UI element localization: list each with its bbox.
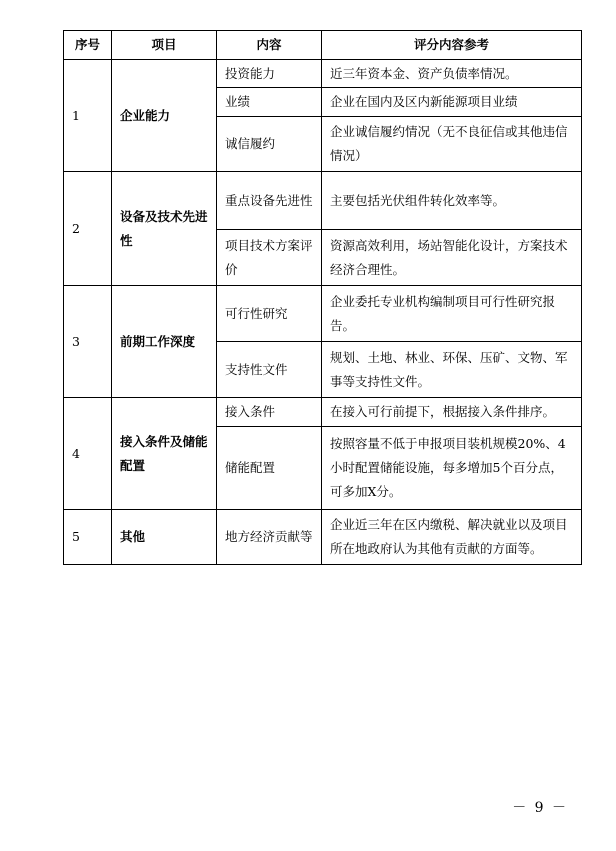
row-item: 前期工作深度 xyxy=(112,286,217,398)
evaluation-table xyxy=(63,30,582,565)
row-content: 地方经济贡献等 xyxy=(217,510,322,565)
row-item: 设备及技术先进性 xyxy=(112,172,217,286)
row-content: 项目技术方案评价 xyxy=(217,230,322,286)
row-number: 5 xyxy=(64,510,112,565)
row-number: 2 xyxy=(64,172,112,286)
row-content: 可行性研究 xyxy=(217,286,322,342)
table-row xyxy=(64,60,582,88)
row-content: 业绩 xyxy=(217,88,322,117)
row-content: 储能配置 xyxy=(217,427,322,510)
row-item: 接入条件及储能配置 xyxy=(112,398,217,510)
page-number: － 9 － xyxy=(512,800,568,816)
row-content: 投资能力 xyxy=(217,60,322,88)
row-reference: 资源高效利用，场站智能化设计，方案技术经济合理性。 xyxy=(322,230,582,286)
row-reference: 规划、土地、林业、环保、压矿、文物、军事等支持性文件。 xyxy=(322,342,582,398)
row-number: 4 xyxy=(64,398,112,510)
table-row xyxy=(64,172,582,230)
row-content: 接入条件 xyxy=(217,398,322,427)
table-row xyxy=(64,510,582,565)
row-reference: 企业委托专业机构编制项目可行性研究报告。 xyxy=(322,286,582,342)
header-item: 项目 xyxy=(112,31,217,60)
header-seq: 序号 xyxy=(64,31,112,60)
row-reference: 企业诚信履约情况（无不良征信或其他违信情况） xyxy=(322,117,582,172)
header-reference: 评分内容参考 xyxy=(322,31,582,60)
row-reference: 企业近三年在区内缴税、解决就业以及项目所在地政府认为其他有贡献的方面等。 xyxy=(322,510,582,565)
row-reference: 按照容量不低于申报项目装机规模20%、4小时配置储能设施，每多增加5个百分点，可多加X分。 xyxy=(322,427,582,510)
header-content: 内容 xyxy=(217,31,322,60)
row-number: 1 xyxy=(64,60,112,172)
row-content: 支持性文件 xyxy=(217,342,322,398)
table-header-row xyxy=(64,31,582,60)
row-item: 企业能力 xyxy=(112,60,217,172)
table-row xyxy=(64,398,582,427)
row-number: 3 xyxy=(64,286,112,398)
row-reference: 近三年资本金、资产负债率情况。 xyxy=(322,60,582,88)
row-reference: 主要包括光伏组件转化效率等。 xyxy=(322,172,582,230)
row-reference: 企业在国内及区内新能源项目业绩 xyxy=(322,88,582,117)
row-reference: 在接入可行前提下，根据接入条件排序。 xyxy=(322,398,582,427)
row-content: 诚信履约 xyxy=(217,117,322,172)
table-row xyxy=(64,286,582,342)
row-content: 重点设备先进性 xyxy=(217,172,322,230)
row-item: 其他 xyxy=(112,510,217,565)
